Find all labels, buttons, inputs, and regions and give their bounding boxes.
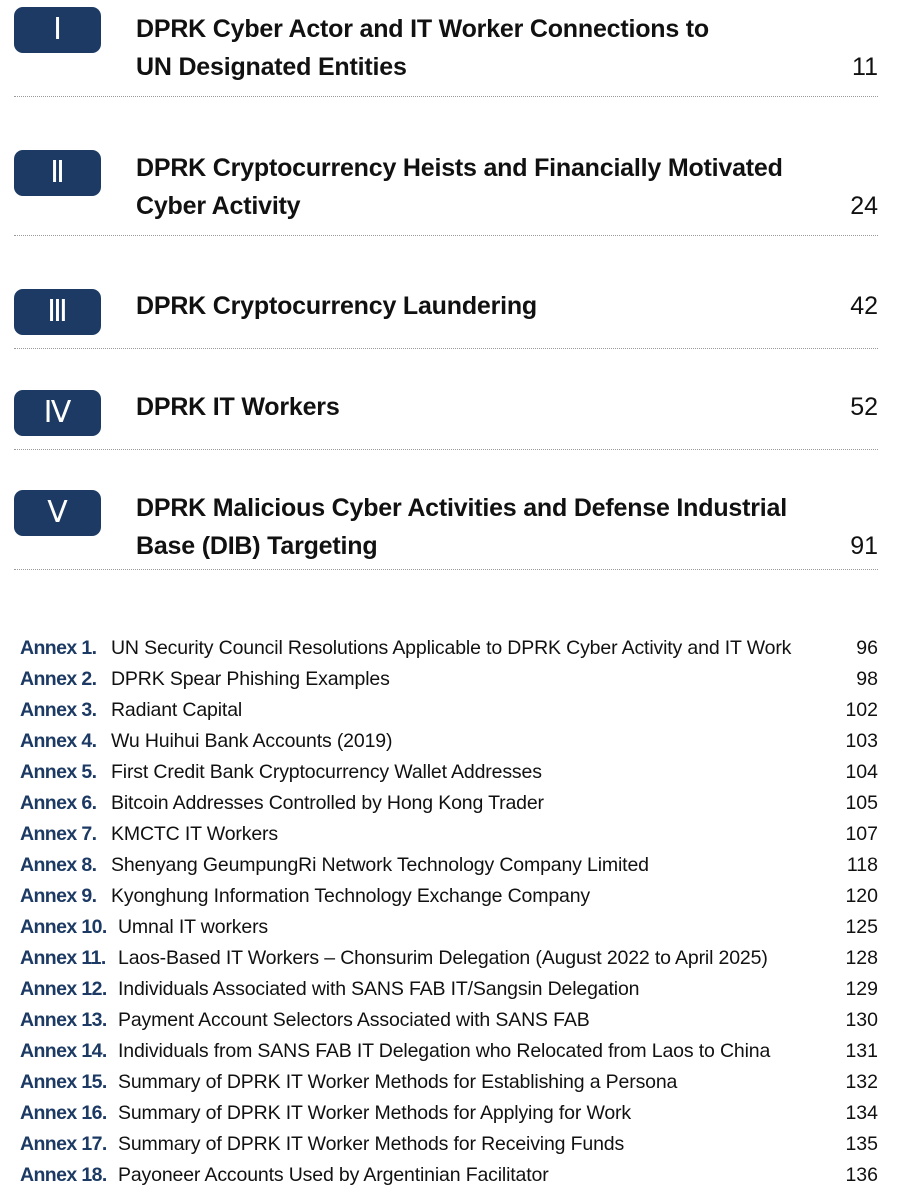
chapter-page-number: 52 [850, 393, 878, 421]
chapter-title [136, 489, 826, 565]
annex-entry[interactable] [0, 1129, 902, 1160]
chapter-page-number: 42 [850, 292, 878, 320]
annex-label: Annex 13. [20, 1009, 107, 1031]
annex-page-number: 107 [845, 823, 878, 845]
annex-page-number: 102 [845, 699, 878, 721]
annex-title: Individuals Associated with SANS FAB IT/Sangsin Delegation [118, 978, 640, 1000]
annex-label: Annex 16. [20, 1102, 107, 1124]
annex-title: Wu Huihui Bank Accounts (2019) [111, 730, 393, 752]
annex-title: Shenyang GeumpungRi Network Technology Company Limited [111, 854, 649, 876]
annex-label: Annex 11. [20, 947, 106, 969]
annex-entry[interactable] [0, 695, 902, 726]
annex-entry[interactable] [0, 1160, 902, 1191]
annex-entry[interactable] [0, 974, 902, 1005]
annex-page-number: 104 [845, 761, 878, 783]
annex-entry[interactable] [0, 912, 902, 943]
chapter-title [136, 149, 826, 225]
chapter-title-line: DPRK Cyber Actor and IT Worker Connections to [136, 15, 710, 43]
annex-page-number: 118 [846, 854, 878, 876]
chapter-title [136, 10, 826, 86]
annex-label: Annex 7. [20, 823, 97, 845]
annex-page-number: 130 [845, 1009, 878, 1031]
annex-page-number: 136 [845, 1164, 878, 1186]
dotted-divider [14, 569, 878, 570]
chapter-title-line: DPRK Cryptocurrency Laundering [136, 292, 538, 320]
annex-page-number: 129 [845, 978, 878, 1000]
annex-label: Annex 6. [20, 792, 97, 814]
annex-page-number: 134 [845, 1102, 878, 1124]
annex-label: Annex 15. [20, 1071, 107, 1093]
annex-label: Annex 1. [20, 637, 97, 659]
annex-title: KMCTC IT Workers [111, 823, 278, 845]
annex-entry[interactable] [0, 633, 902, 664]
annex-title: Individuals from SANS FAB IT Delegation who Relocated from Laos to China [118, 1040, 771, 1062]
annex-entry[interactable] [0, 1036, 902, 1067]
annex-page-number: 103 [845, 730, 878, 752]
annex-entry[interactable] [0, 726, 902, 757]
annex-label: Annex 3. [20, 699, 97, 721]
annex-entry[interactable] [0, 819, 902, 850]
chapter-title [136, 287, 826, 325]
annex-title: Kyonghung Information Technology Exchange Company [111, 885, 591, 907]
annex-entry[interactable] [0, 881, 902, 912]
chapter-numeral-badge: Ⅳ [14, 390, 101, 436]
annex-entry[interactable] [0, 943, 902, 974]
annex-entry[interactable] [0, 664, 902, 695]
annex-title: Summary of DPRK IT Worker Methods for Applying for Work [118, 1102, 632, 1124]
annex-title: Umnal IT workers [118, 916, 269, 938]
dotted-divider [14, 96, 878, 97]
annex-label: Annex 17. [20, 1133, 107, 1155]
annex-title: Summary of DPRK IT Worker Methods for Receiving Funds [118, 1133, 625, 1155]
annex-page-number: 128 [845, 947, 878, 969]
chapter-title [136, 388, 826, 426]
annex-title: Payoneer Accounts Used by Argentinian Facilitator [118, 1164, 549, 1186]
annex-page-number: 96 [856, 637, 878, 659]
chapter-title-line: DPRK Cryptocurrency Heists and Financially Motivated [136, 154, 783, 182]
chapter-title-line: DPRK Malicious Cyber Activities and Defense Industrial [136, 494, 787, 522]
annex-title: First Credit Bank Cryptocurrency Wallet Addresses [111, 761, 542, 783]
chapter-numeral-badge: Ⅱ [14, 150, 101, 196]
annex-label: Annex 4. [20, 730, 97, 752]
annex-label: Annex 18. [20, 1164, 107, 1186]
annex-label: Annex 5. [20, 761, 97, 783]
annex-entry[interactable] [0, 757, 902, 788]
annex-entry[interactable] [0, 1005, 902, 1036]
chapter-title-line: Cyber Activity [136, 192, 301, 220]
annex-title: Radiant Capital [111, 699, 243, 721]
annex-title: DPRK Spear Phishing Examples [111, 668, 390, 690]
chapter-numeral-badge: Ⅰ [14, 7, 101, 53]
annex-page-number: 120 [845, 885, 878, 907]
annex-title: UN Security Council Resolutions Applicable to DPRK Cyber Activity and IT Work [111, 637, 792, 659]
chapter-title-line: UN Designated Entities [136, 53, 407, 81]
annex-entry[interactable] [0, 850, 902, 881]
dotted-divider [14, 348, 878, 349]
annex-title: Summary of DPRK IT Worker Methods for Establishing a Persona [118, 1071, 678, 1093]
annex-label: Annex 10. [20, 916, 107, 938]
chapter-numeral-badge: Ⅴ [14, 490, 101, 536]
annex-label: Annex 8. [20, 854, 97, 876]
annex-page-number: 125 [845, 916, 878, 938]
annex-title: Bitcoin Addresses Controlled by Hong Kong Trader [111, 792, 544, 814]
annex-title: Laos-Based IT Workers – Chonsurim Delegation (August 2022 to April 2025) [118, 947, 768, 969]
annex-page-number: 132 [845, 1071, 878, 1093]
dotted-divider [14, 449, 878, 450]
chapter-page-number: 11 [852, 53, 878, 81]
annex-page-number: 131 [845, 1040, 878, 1062]
annex-entry[interactable] [0, 1098, 902, 1129]
annex-label: Annex 12. [20, 978, 107, 1000]
chapter-page-number: 91 [850, 532, 878, 560]
chapter-title-line: Base (DIB) Targeting [136, 532, 378, 560]
chapter-title-line: DPRK IT Workers [136, 393, 340, 421]
annex-page-number: 135 [845, 1133, 878, 1155]
annex-label: Annex 14. [20, 1040, 107, 1062]
annex-label: Annex 9. [20, 885, 97, 907]
annex-page-number: 98 [856, 668, 878, 690]
annex-title: Payment Account Selectors Associated with SANS FAB [118, 1009, 590, 1031]
annex-page-number: 105 [845, 792, 878, 814]
dotted-divider [14, 235, 878, 236]
chapter-page-number: 24 [850, 192, 878, 220]
annex-label: Annex 2. [20, 668, 97, 690]
chapter-numeral-badge: Ⅲ [14, 289, 101, 335]
annex-entry[interactable] [0, 788, 902, 819]
annex-entry[interactable] [0, 1067, 902, 1098]
